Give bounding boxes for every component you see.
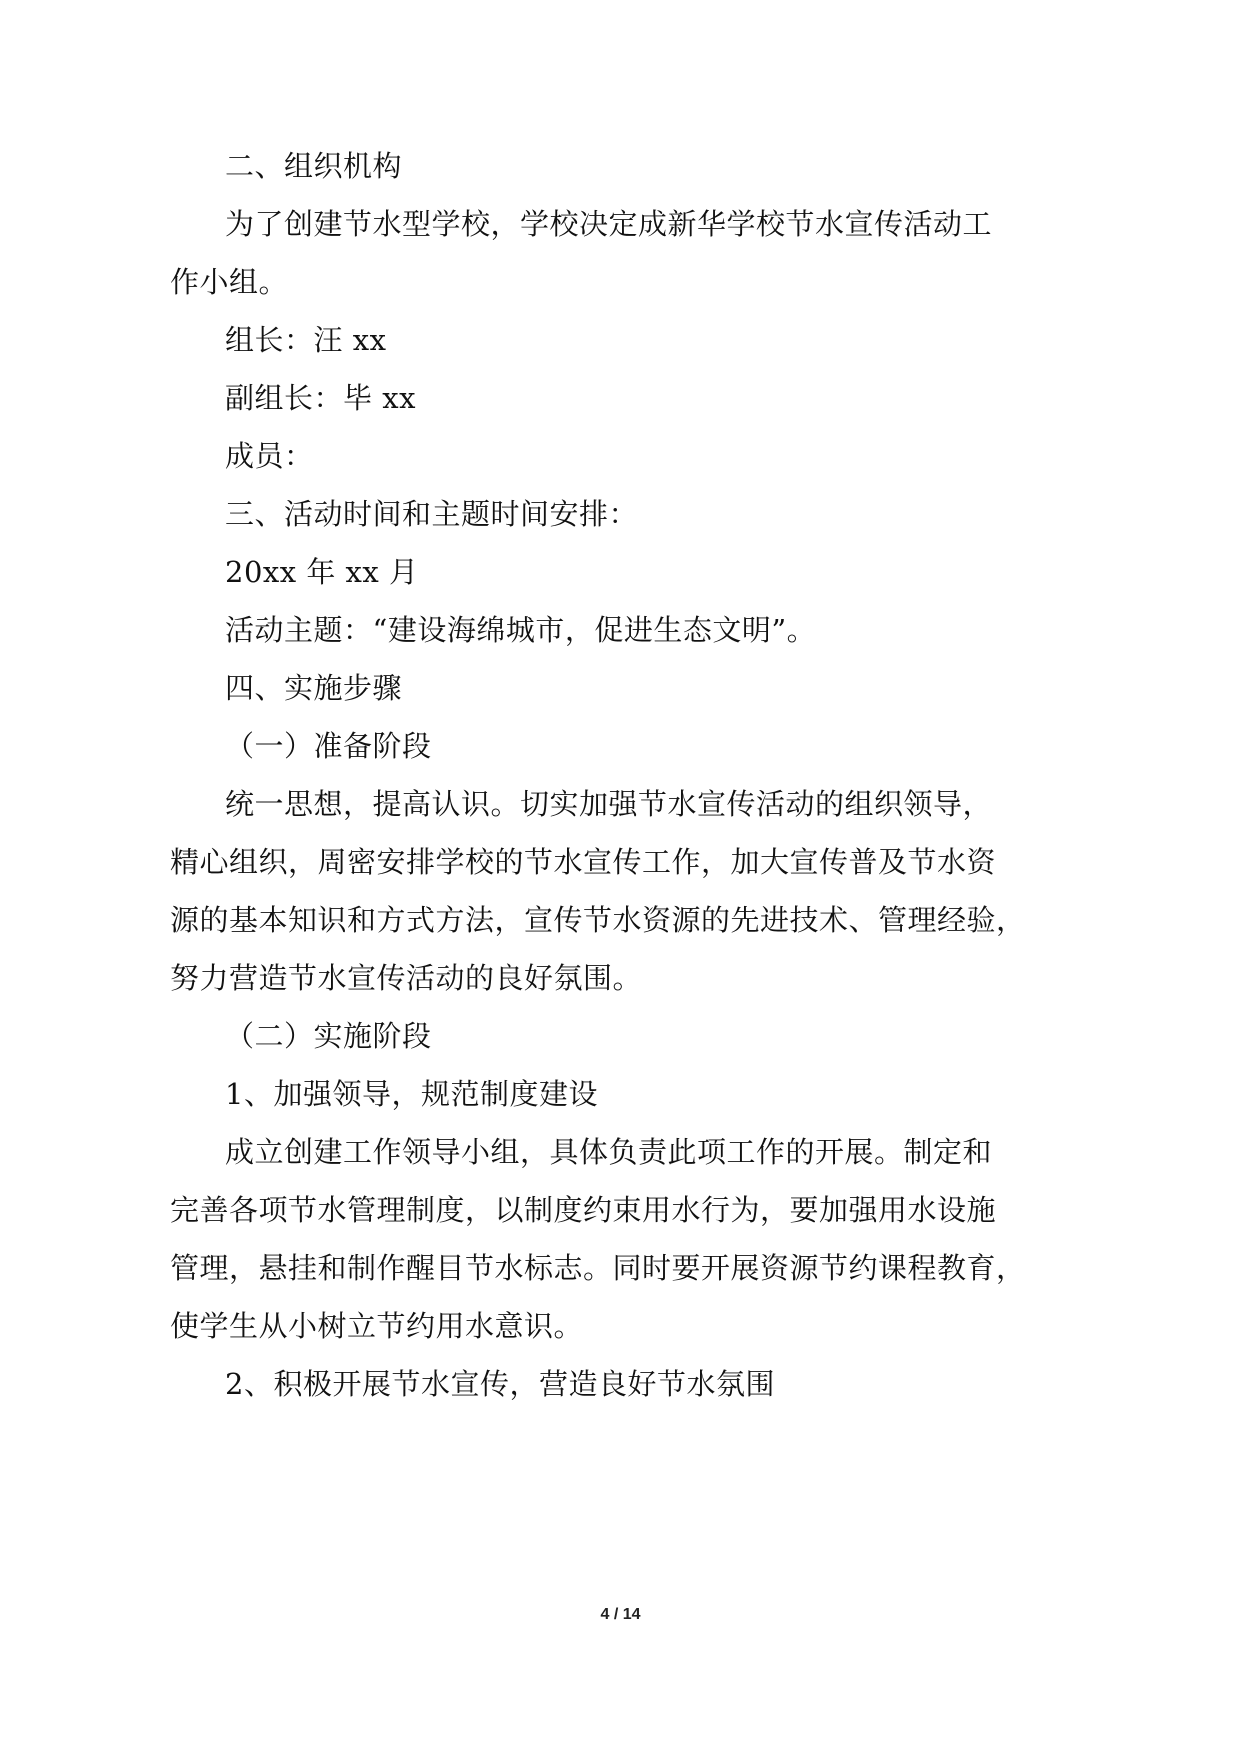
deputy-leader-line: 副组长：毕 xx: [225, 381, 416, 415]
paragraph-line: 源的基本知识和方式方法，宣传节水资源的先进技术、管理经验，: [170, 903, 1026, 937]
paragraph-line: 管理，悬挂和制作醒目节水标志。同时要开展资源节约课程教育，: [170, 1251, 1026, 1285]
subsection-heading-implementation: （二）实施阶段: [225, 1019, 432, 1053]
paragraph-line: 精心组织，周密安排学校的节水宣传工作，加大宣传普及节水资: [170, 845, 997, 879]
section-heading-organization: 二、组织机构: [225, 149, 403, 183]
page-number: 4 / 14: [600, 1606, 641, 1623]
paragraph-line: 为了创建节水型学校，学校决定成新华学校节水宣传活动工: [225, 207, 993, 241]
members-line: 成员：: [225, 439, 314, 473]
date-line: 20xx 年 xx 月: [225, 555, 419, 589]
item-heading-2: 2、积极开展节水宣传，营造良好节水氛围: [225, 1367, 775, 1401]
paragraph-line: 完善各项节水管理制度，以制度约束用水行为，要加强用水设施: [170, 1193, 997, 1227]
paragraph-line: 作小组。: [170, 265, 289, 299]
leader-line: 组长：汪 xx: [225, 323, 387, 357]
subsection-heading-preparation: （一）准备阶段: [225, 729, 432, 763]
paragraph-line: 统一思想，提高认识。切实加强节水宣传活动的组织领导，: [225, 787, 993, 821]
paragraph-line: 成立创建工作领导小组，具体负责此项工作的开展。制定和: [225, 1135, 993, 1169]
section-heading-steps: 四、实施步骤: [225, 671, 403, 705]
paragraph-line: 努力营造节水宣传活动的良好氛围。: [170, 961, 643, 995]
item-heading-1: 1、加强领导，规范制度建设: [225, 1077, 598, 1111]
paragraph-line: 使学生从小树立节约用水意识。: [170, 1309, 584, 1343]
section-heading-schedule: 三、活动时间和主题时间安排：: [225, 497, 639, 531]
theme-line: 活动主题：“建设海绵城市，促进生态文明”。: [225, 613, 817, 647]
